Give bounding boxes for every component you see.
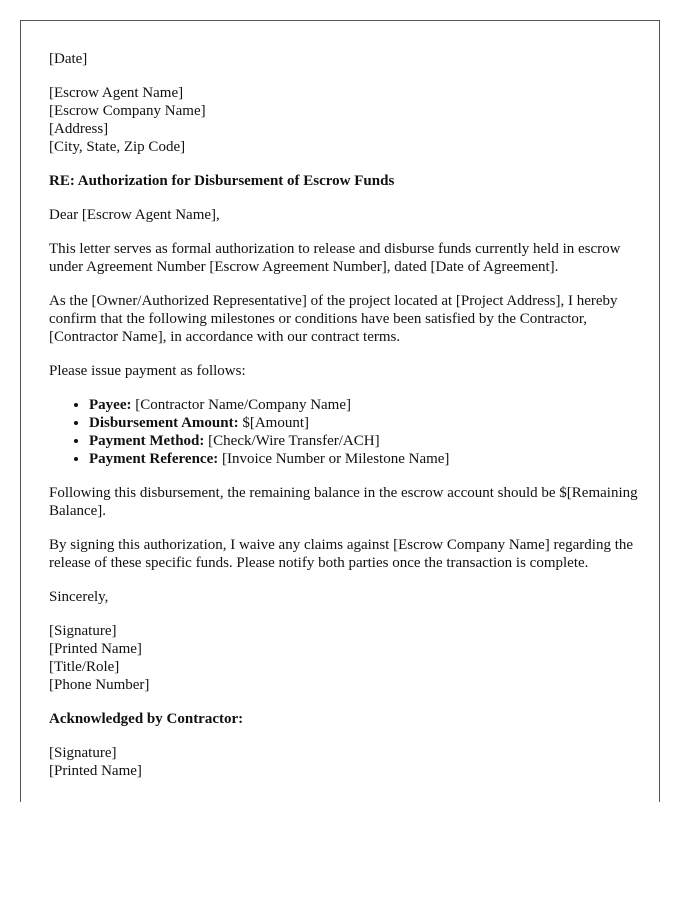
amount-label: Disbursement Amount: [89,415,239,431]
paragraph-waiver: By signing this authorization, I waive any claims against [Escrow Company Name] regarding the release of these specific funds. Please notify both parties once the transaction is complete. [49,537,634,571]
ack-heading: Acknowledged by Contractor: [49,711,244,727]
contractor-printed-name-line: [Printed Name] [49,763,142,779]
recipient-city-state-zip: [City, State, Zip Code] [49,139,186,155]
payee-label: Payee: [89,397,132,413]
payment-details-list [49,396,639,468]
recipient-address-line: [Address] [49,121,109,137]
contractor-signature-block [49,744,639,780]
reference-label: Payment Reference: [89,451,219,467]
recipient-company-name: [Escrow Company Name] [49,103,206,119]
list-item [89,432,639,450]
payee-value: [Contractor Name/Company Name] [131,397,351,413]
list-item [89,396,639,414]
phone-number-line: [Phone Number] [49,677,150,693]
method-label: Payment Method: [89,433,205,449]
letter-content [49,50,639,796]
payment-intro: Please issue payment as follows: [49,363,246,379]
letter-subject: RE: Authorization for Disbursement of Escrow Funds [49,173,395,189]
method-value: [Check/Wire Transfer/ACH] [204,433,380,449]
letter-date: [Date] [49,51,88,67]
contractor-signature-line: [Signature] [49,745,117,761]
title-role-line: [Title/Role] [49,659,120,675]
paragraph-confirmation: As the [Owner/Authorized Representative] of the project located at [Project Address], I hereby confirm that the following milestones or conditions have been satisfied by the Contractor, [Contractor Name], in accordance with our contract terms. [49,293,618,345]
signature-block [49,622,639,694]
letter-greeting: Dear [Escrow Agent Name], [49,207,220,223]
letter-closing: Sincerely, [49,589,109,605]
signature-line: [Signature] [49,623,117,639]
list-item [89,450,639,468]
recipient-address [49,84,639,156]
list-item [89,414,639,432]
letter-page [20,20,660,802]
amount-value: $[Amount] [238,415,310,431]
paragraph-remaining-balance: Following this disbursement, the remaining balance in the escrow account should be $[Remaining Balance]. [49,485,638,519]
printed-name-line: [Printed Name] [49,641,142,657]
recipient-agent-name: [Escrow Agent Name] [49,85,184,101]
reference-value: [Invoice Number or Milestone Name] [218,451,450,467]
paragraph-authorization: This letter serves as formal authorization to release and disburse funds currently held in escrow under Agreement Number [Escrow Agreement Number], dated [Date of Agreement]. [49,241,621,275]
